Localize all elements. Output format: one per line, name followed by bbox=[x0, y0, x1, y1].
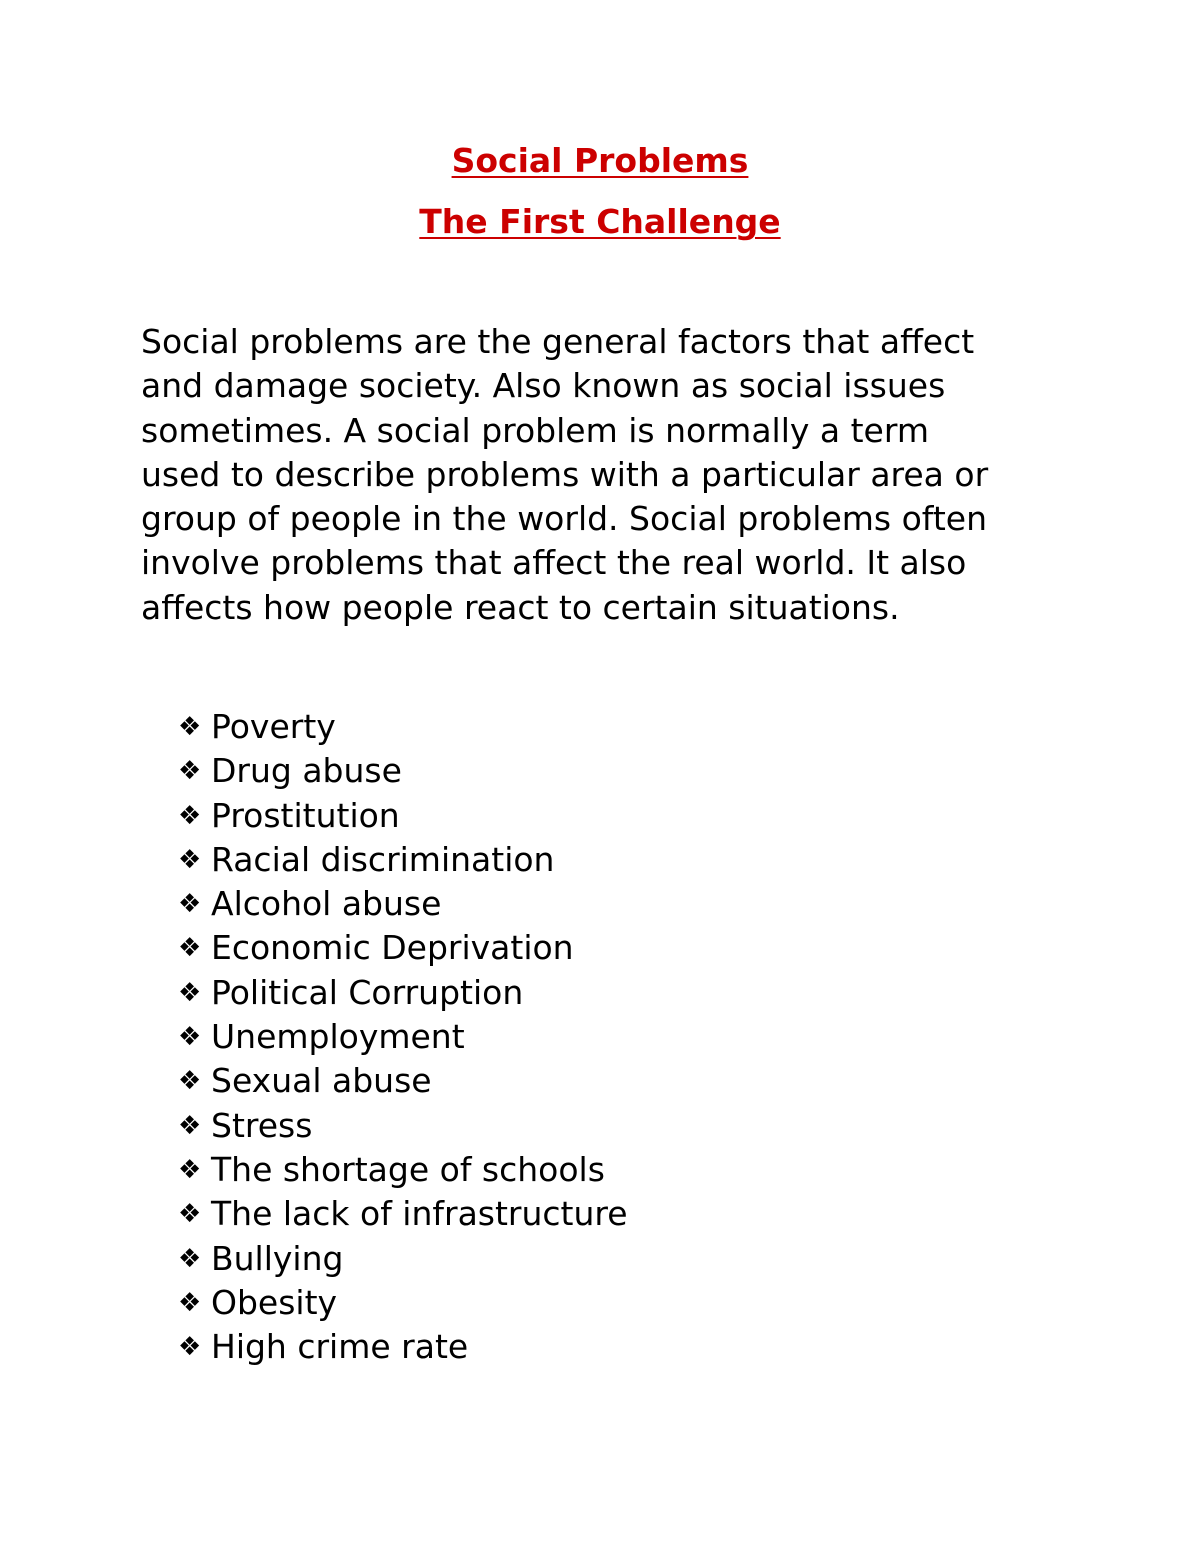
list-item bbox=[178, 971, 628, 1015]
list-item-label: High crime rate bbox=[211, 1327, 469, 1367]
four-diamond-bullet-icon: ❖ bbox=[178, 1287, 202, 1318]
four-diamond-bullet-icon: ❖ bbox=[178, 1332, 202, 1363]
list-item bbox=[178, 1104, 628, 1148]
list-item-label: Sexual abuse bbox=[211, 1061, 432, 1101]
list-item bbox=[178, 1325, 628, 1369]
four-diamond-bullet-icon: ❖ bbox=[178, 1110, 202, 1141]
list-item bbox=[178, 1059, 628, 1103]
list-item-label: The shortage of schools bbox=[211, 1149, 605, 1189]
list-item-label: Political Corruption bbox=[211, 972, 524, 1012]
list-item bbox=[178, 749, 628, 793]
four-diamond-bullet-icon: ❖ bbox=[178, 1199, 202, 1230]
intro-line: group of people in the world. Social problems often bbox=[141, 499, 987, 539]
intro-line: sometimes. A social problem is normally a term bbox=[141, 410, 929, 450]
four-diamond-bullet-icon: ❖ bbox=[178, 844, 202, 875]
intro-line: affects how people react to certain situations. bbox=[141, 587, 900, 627]
list-item-label: Poverty bbox=[211, 707, 336, 746]
four-diamond-bullet-icon: ❖ bbox=[178, 800, 202, 831]
list-item-label: Stress bbox=[211, 1105, 313, 1145]
list-item-label: The lack of infrastructure bbox=[211, 1194, 628, 1234]
intro-line: Social problems are the general factors that affect bbox=[141, 322, 975, 361]
four-diamond-bullet-icon: ❖ bbox=[178, 756, 202, 787]
list-item-label: Obesity bbox=[211, 1282, 338, 1322]
list-item bbox=[178, 838, 628, 882]
intro-line: and damage society. Also known as social issues bbox=[141, 366, 946, 406]
four-diamond-bullet-icon: ❖ bbox=[178, 1243, 202, 1274]
document-title: Social Problems bbox=[451, 141, 749, 180]
list-item-label: Economic Deprivation bbox=[211, 928, 574, 968]
list-item bbox=[178, 1237, 628, 1281]
four-diamond-bullet-icon: ❖ bbox=[178, 933, 202, 964]
list-item bbox=[178, 1148, 628, 1192]
four-diamond-bullet-icon: ❖ bbox=[178, 1022, 202, 1053]
list-item-label: Bullying bbox=[211, 1238, 344, 1278]
social-issues-list bbox=[178, 705, 628, 1369]
list-item-label: Prostitution bbox=[211, 795, 400, 835]
list-item-label: Alcohol abuse bbox=[211, 884, 442, 924]
list-item-label: Unemployment bbox=[211, 1017, 465, 1057]
intro-line: used to describe problems with a particular area or bbox=[141, 454, 989, 494]
list-item bbox=[178, 794, 628, 838]
four-diamond-bullet-icon: ❖ bbox=[178, 1066, 202, 1097]
four-diamond-bullet-icon: ❖ bbox=[178, 1154, 202, 1185]
list-item bbox=[178, 705, 628, 749]
four-diamond-bullet-icon: ❖ bbox=[178, 712, 202, 742]
four-diamond-bullet-icon: ❖ bbox=[178, 977, 202, 1008]
list-item-label: Drug abuse bbox=[211, 751, 402, 791]
list-item-label: Racial discrimination bbox=[211, 839, 555, 879]
intro-line: involve problems that affect the real world. It also bbox=[141, 543, 967, 583]
list-item bbox=[178, 1281, 628, 1325]
document-subtitle: The First Challenge bbox=[419, 202, 781, 241]
list-item bbox=[178, 1015, 628, 1059]
intro-paragraph bbox=[141, 320, 1141, 630]
list-item bbox=[178, 926, 628, 970]
list-item bbox=[178, 1192, 628, 1236]
list-item bbox=[178, 882, 628, 926]
four-diamond-bullet-icon: ❖ bbox=[178, 889, 202, 920]
